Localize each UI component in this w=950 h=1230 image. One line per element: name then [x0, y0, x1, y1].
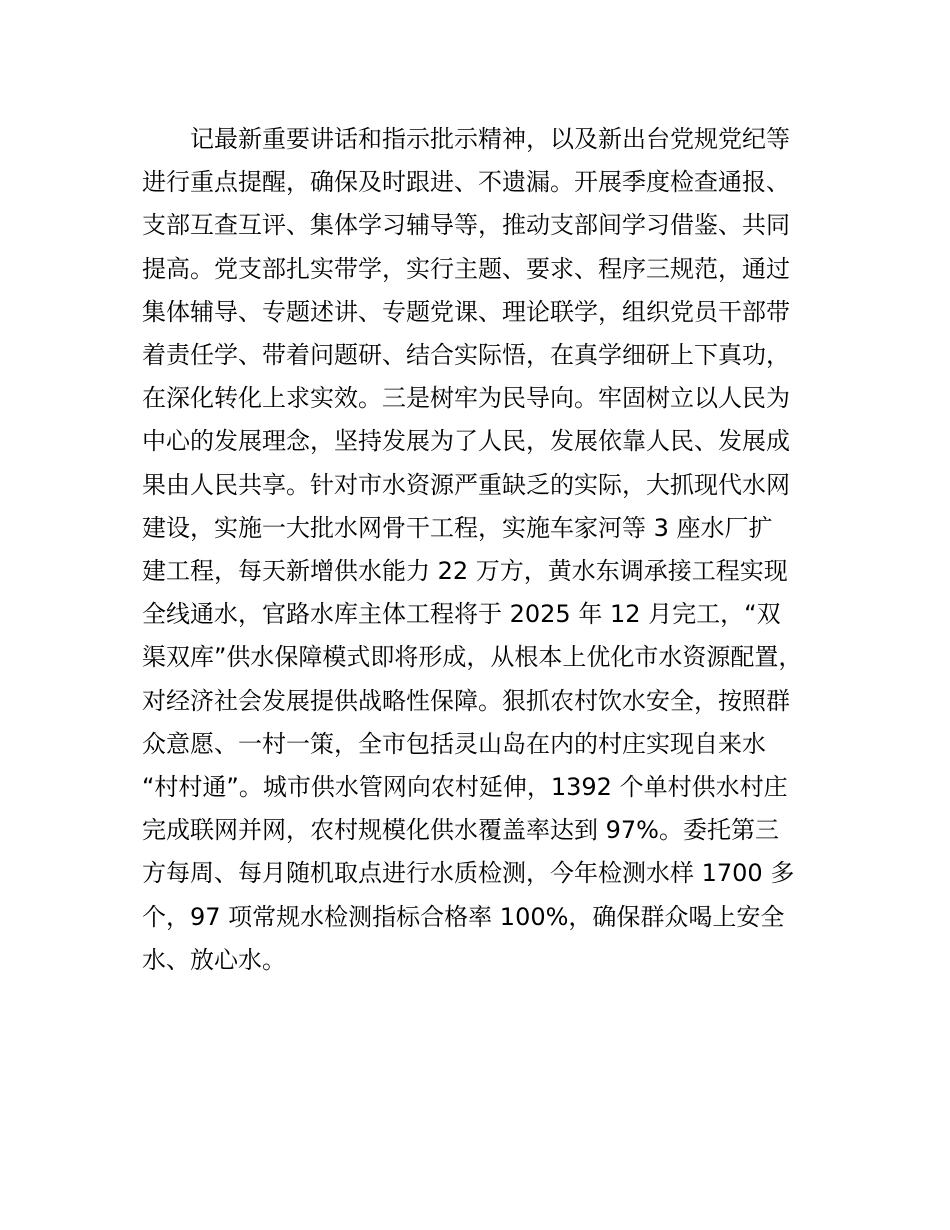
paragraph-line: 众意愿、一村一策，全市包括灵山岛在内的村庄实现自来水 [142, 729, 766, 758]
paragraph-line: 完成联网并网，农村规模化供水覆盖率达到 97%。委托第三 [142, 816, 779, 845]
paragraph-line: 个，97 项常规水检测指标合格率 100%，确保群众喝上安全 [142, 902, 785, 931]
paragraph-line: 记最新重要讲话和指示批示精神，以及新出台党规党纪等 [190, 125, 790, 153]
paragraph-line: 进行重点提醒，确保及时跟进、不遗漏。开展季度检查通报、 [142, 168, 790, 197]
paragraph-line: 水、放心水。 [142, 945, 286, 974]
paragraph-line: 中心的发展理念，坚持发展为了人民，发展依靠人民、发展成 [142, 427, 790, 456]
paragraph-line: 渠双库”供水保障模式即将形成，从根本上优化市水资源配置， [142, 643, 803, 672]
paragraph-line: 果由人民共享。针对市水资源严重缺乏的实际，大抓现代水网 [142, 470, 790, 499]
body-paragraph [142, 118, 842, 982]
paragraph-line: 建工程，每天新增供水能力 22 万方，黄水东调承接工程实现 [142, 557, 788, 586]
paragraph-line: 提高。党支部扎实带学，实行主题、要求、程序三规范，通过 [142, 254, 790, 283]
paragraph-line: 支部互查互评、集体学习辅导等，推动支部间学习借鉴、共同 [142, 211, 790, 240]
paragraph-line: 对经济社会发展提供战略性保障。狠抓农村饮水安全，按照群 [142, 686, 790, 715]
paragraph-line: 着责任学、带着问题研、结合实际悟，在真学细研上下真功， [142, 341, 790, 370]
paragraph-line: “村村通”。城市供水管网向农村延伸，1392 个单村供水村庄 [142, 773, 788, 802]
paragraph-line: 集体辅导、专题述讲、专题党课、理论联学，组织党员干部带 [142, 297, 790, 326]
paragraph-line: 建设，实施一大批水网骨干工程，实施车家河等 3 座水厂扩 [142, 513, 773, 542]
paragraph-line: 在深化转化上求实效。三是树牢为民导向。牢固树立以人民为 [142, 384, 790, 413]
paragraph-line: 全线通水，官路水库主体工程将于 2025 年 12 月完工，“双 [142, 600, 781, 629]
paragraph-line: 方每周、每月随机取点进行水质检测，今年检测水样 1700 多 [142, 859, 795, 888]
